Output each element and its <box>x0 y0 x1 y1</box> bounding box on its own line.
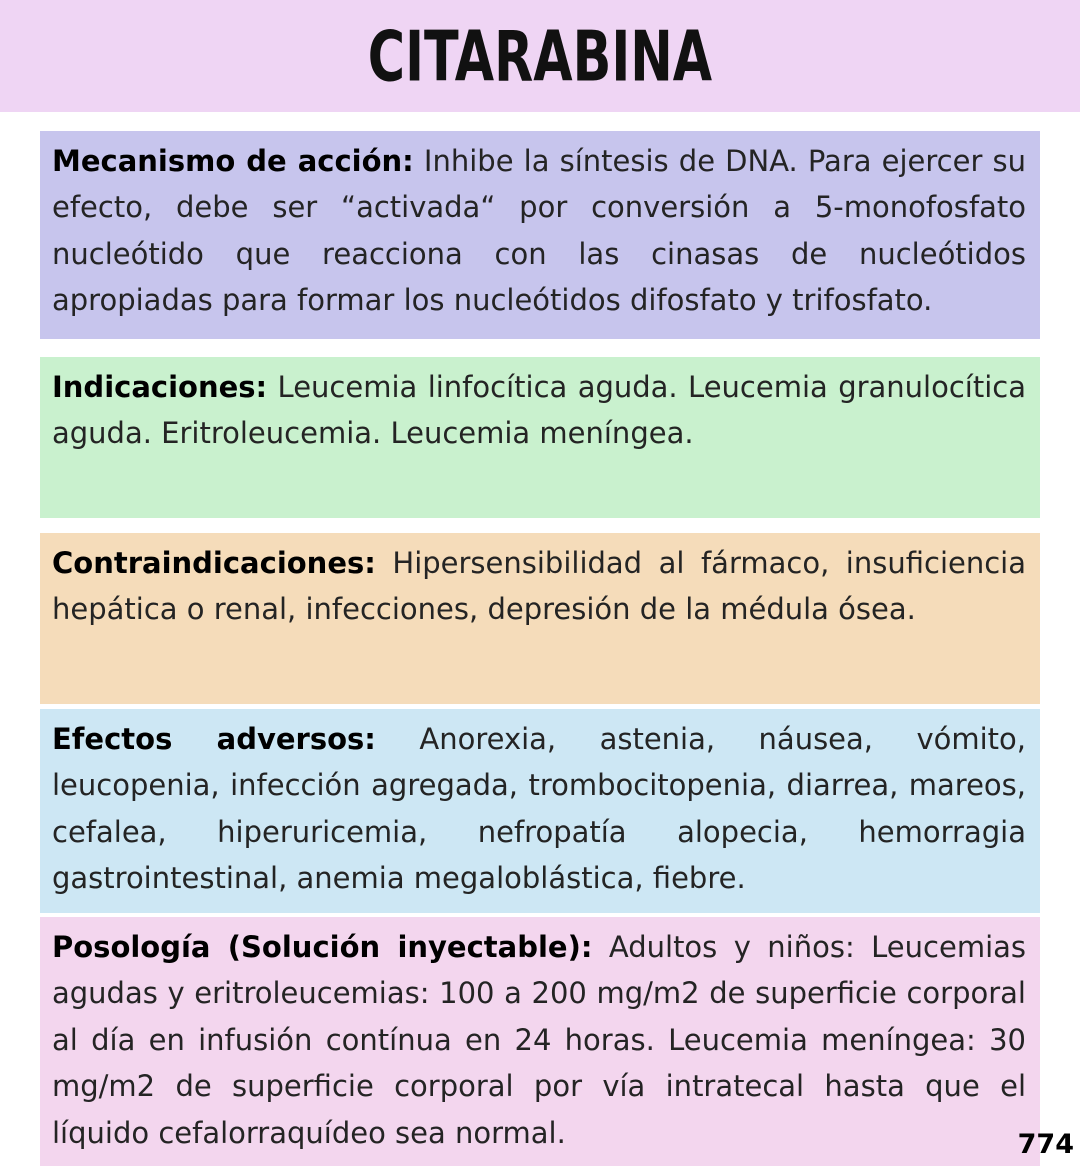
section-text <box>52 138 1026 324</box>
section-text <box>52 716 1026 902</box>
section-label-mecanismo: Mecanismo de acción: <box>52 144 414 178</box>
section-posologia <box>40 917 1040 1166</box>
page-title: CITARABINA <box>367 15 713 97</box>
section-body-mecanismo: Inhibe la síntesis de DNA. Para ejercer su efecto, debe ser “activada“ por conversión a 5-monofosfato nucleótido que reacciona con las cinasas de nucleótidos apropiadas para formar los nucleótidos difosfato y trifosfato. <box>52 144 1027 318</box>
section-body-contraindicaciones: Hipersensibilidad al fármaco, insuficiencia hepática o renal, infecciones, depresión de la médula ósea. <box>52 546 1026 627</box>
page-number: 774 <box>1017 1129 1074 1160</box>
section-indicaciones <box>40 357 1040 518</box>
section-body-indicaciones: Leucemia linfocítica aguda. Leucemia granulocítica aguda. Eritroleucemia. Leucemia meníngea. <box>52 370 1027 451</box>
section-body-efectos-adversos: Anorexia, astenia, náusea, vómito, leucopenia, infección agregada, trombocitopenia, diarrea, mareos, cefalea, hiperuricemia, nefropatía alopecia, hemorragia gastrointestinal, anemia megaloblástica, fiebre. <box>52 722 1026 896</box>
section-text <box>52 540 1026 633</box>
section-contraindicaciones <box>40 533 1040 704</box>
section-label-efectos-adversos: Efectos adversos: <box>52 722 376 756</box>
section-label-indicaciones: Indicaciones: <box>52 370 268 404</box>
header-band <box>0 0 1080 112</box>
section-label-posologia: Posología (Solución inyectable): <box>52 930 593 964</box>
section-mecanismo-de-accion <box>40 131 1040 339</box>
section-text <box>52 924 1026 1156</box>
section-body-posologia: Adultos y niños: Leucemias agudas y eritroleucemias: 100 a 200 mg/m2 de superficie corporal al día en infusión contínua en 24 horas. Leucemia meníngea: 30 mg/m2 de superficie corporal por vía intratecal hasta que el líquido cefalorraquídeo sea normal. <box>52 930 1027 1150</box>
section-label-contraindicaciones: Contraindicaciones: <box>52 546 376 580</box>
section-text <box>52 364 1026 457</box>
content <box>0 131 1080 1166</box>
section-efectos-adversos <box>40 709 1040 913</box>
